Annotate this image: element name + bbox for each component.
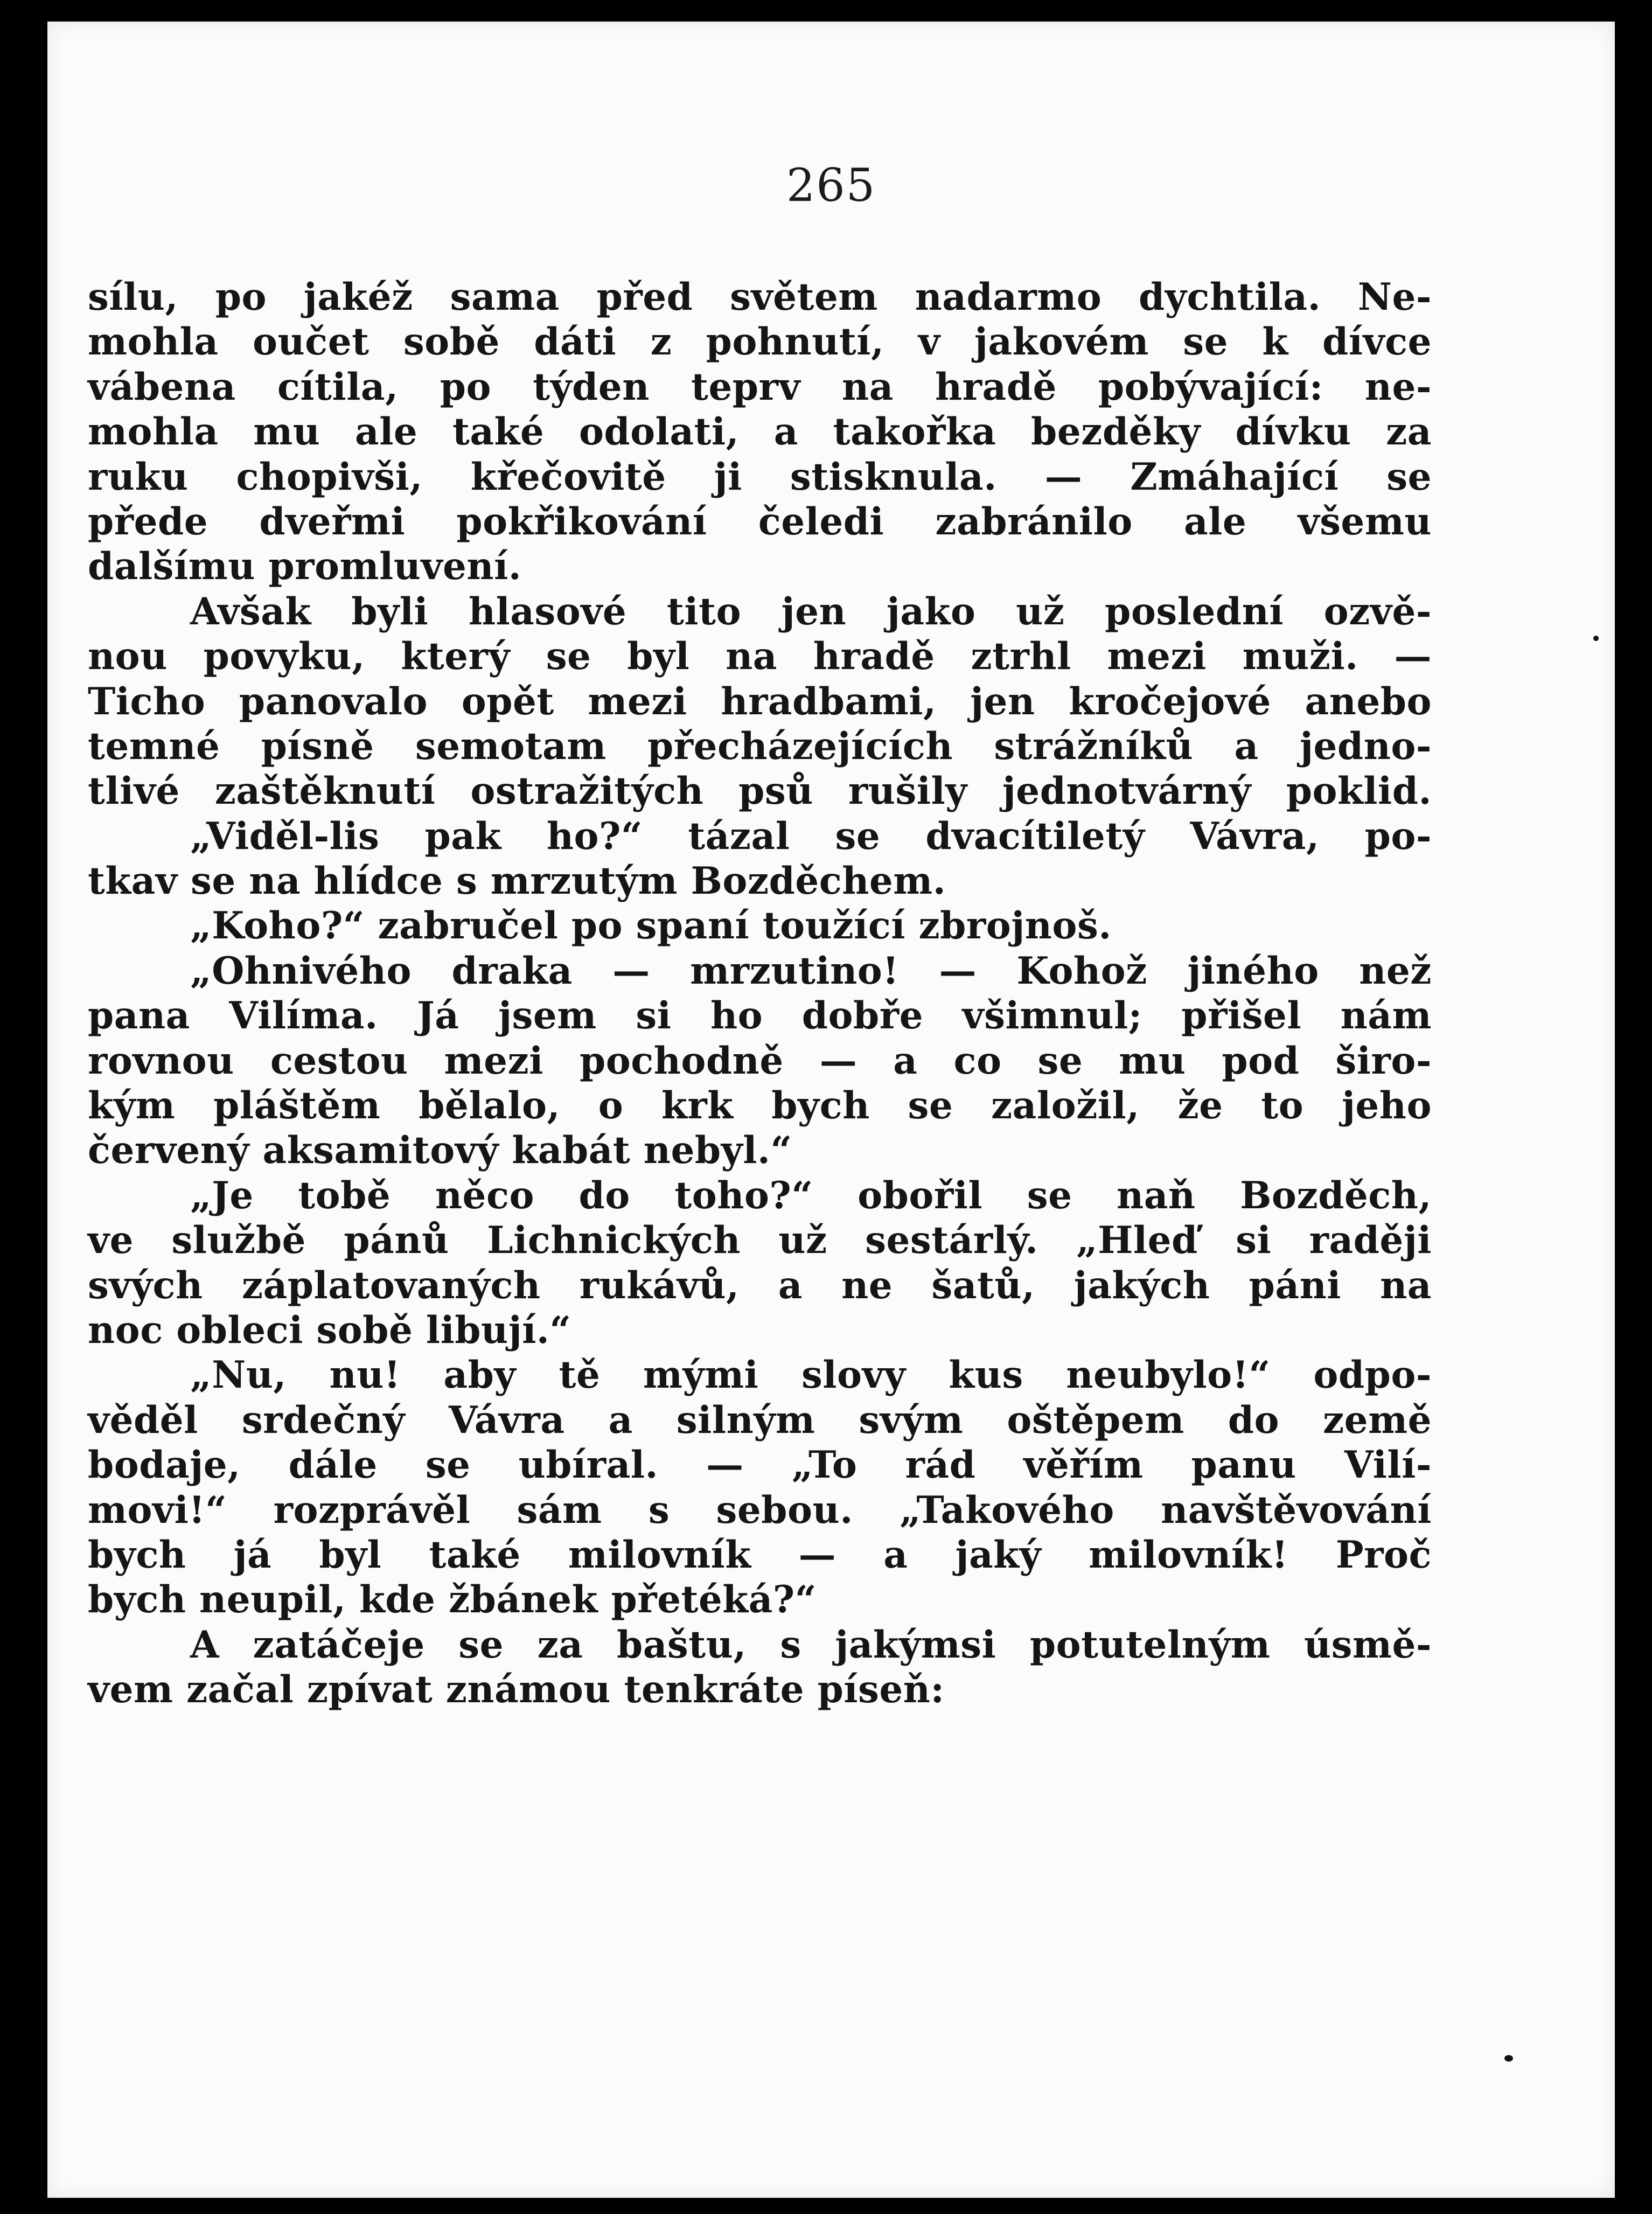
text-line: mohla oučet sobě dáti z pohnutí, v jakovém se k dívce [88, 320, 1432, 364]
text-line: bych já byl také milovník — a jaký milovník! Proč [88, 1533, 1432, 1577]
page-number: 265 [786, 159, 876, 212]
text-line: tkav se na hlídce s mrzutým Bozděchem. [88, 859, 946, 903]
text-line: A zatáčeje se za baštu, s jakýmsi potutelným úsmě- [190, 1623, 1432, 1667]
text-line: mohla mu ale také odolati, a takořka bezděky dívku za [88, 410, 1432, 454]
text-line: červený aksamitový kabát nebyl.“ [88, 1129, 792, 1173]
text-line: Avšak byli hlasové tito jen jako už poslední ozvě- [190, 589, 1432, 633]
text-line: svých záplatovaných rukávů, a ne šatů, jakých páni na [88, 1263, 1432, 1307]
text-line: ve službě pánů Lichnických už sestárlý. „Hleď si raději [88, 1219, 1432, 1263]
ink-speck [1504, 2055, 1513, 2062]
text-line: noc obleci sobě libují.“ [88, 1308, 571, 1352]
text-line: vábena cítila, po týden teprv na hradě pobývající: ne- [88, 365, 1432, 409]
text-line: „Ohnivého draka — mrzutino! — Kohož jiného než [190, 949, 1432, 993]
text-line: přede dveřmi pokřikování čeledi zabránilo ale všemu [88, 499, 1432, 544]
text-line: movi!“ rozprávěl sám s sebou. „Takového navštěvování [88, 1488, 1432, 1532]
text-line: „Koho?“ zabručel po spaní toužící zbrojnoš. [190, 904, 1112, 948]
text-line: bych neupil, kde žbánek přetéká?“ [88, 1578, 817, 1622]
ink-speck [1593, 636, 1599, 641]
book-page [47, 22, 1615, 2198]
text-line: rovnou cestou mezi pochodně — a co se mu pod širo- [88, 1039, 1432, 1083]
text-line: dalšímu promluvení. [88, 545, 522, 589]
text-line: temné písně semotam přecházejících strážníků a jedno- [88, 724, 1432, 768]
text-line: nou povyku, který se byl na hradě ztrhl mezi muži. — [88, 635, 1432, 679]
text-line: Ticho panovalo opět mezi hradbami, jen kročejové anebo [88, 679, 1432, 723]
text-line: kým pláštěm bělalo, o krk bych se založil, že to jeho [88, 1084, 1432, 1128]
text-line: ruku chopivši, křečovitě ji stisknula. — Zmáhající se [88, 455, 1432, 499]
text-line: vem začal zpívat známou tenkráte píseň: [88, 1668, 945, 1712]
text-line: „Nu, nu! aby tě mými slovy kus neubylo!“ odpo- [190, 1353, 1432, 1397]
text-line: bodaje, dále se ubíral. — „To rád věřím panu Vilí- [88, 1443, 1432, 1487]
text-line: „Viděl-lis pak ho?“ tázal se dvacítiletý Vávra, po- [190, 814, 1432, 858]
text-line: věděl srdečný Vávra a silným svým oštěpem do země [88, 1398, 1432, 1442]
body-text [88, 275, 1432, 1712]
text-line: tlivé zaštěknutí ostražitých psů rušily jednotvárný poklid. [88, 769, 1432, 813]
text-line: sílu, po jakéž sama před světem nadarmo dychtila. Ne- [88, 275, 1432, 319]
text-line: pana Vilíma. Já jsem si ho dobře všimnul; přišel nám [88, 994, 1432, 1038]
text-line: „Je tobě něco do toho?“ obořil se naň Bozděch, [190, 1173, 1432, 1217]
